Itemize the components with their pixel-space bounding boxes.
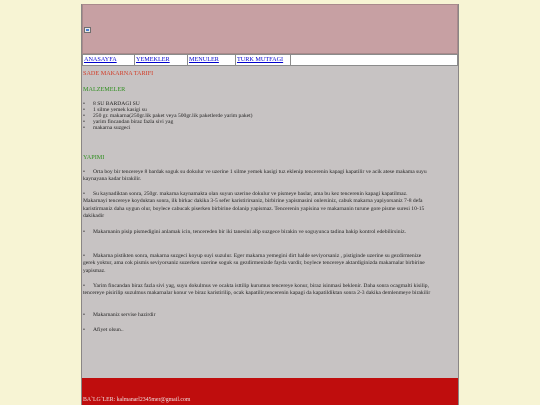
step-text: Su kaynadiktan sonra, 250gr. makarna kaynamakta olan suyun uzerine dokulur ve pismeye baslar, ama bu kez tencerenin kapagi kapatilmaz. Makarnayi tencereye koyduktan sonra, ilk birkac dakika 3-5 sefer karistirirsaniz, birbirine yapismasini onlersiniz, cabuk makarna yapiyorsaniz 7-8 defa karistirmaniz daha uygun olur, boylece cabucak piserken birbirine dolanip yapismaz. Tencerenin yapisina ve makarnanin turune gore pisme suresi 10-15 dakikadir: [83, 191, 425, 220]
step-paragraph: [83, 283, 433, 298]
nav-bar: [82, 54, 458, 66]
step-text: Afiyet olsun..: [93, 327, 124, 333]
step-paragraph: [83, 253, 433, 275]
step-paragraph: [83, 327, 433, 334]
step-text: Orta boy bir tencereye 8 bardak soguk su dokulur ve uzerine 1 silme yemek kasigi tuz eklenip tencerenin kapagi kapatilir ve acik atese makama suyu kaynayana kadar birakilir.: [83, 169, 427, 183]
bullet-icon: •: [83, 101, 85, 107]
bullet-icon: •: [83, 229, 85, 235]
bullet-icon: •: [83, 327, 85, 333]
ingredients-list: [83, 101, 453, 131]
step-paragraph: [83, 312, 433, 319]
banner: [82, 4, 458, 54]
recipe-title: SADE MAKARNA TARIFI: [83, 70, 154, 77]
bullet-icon: •: [83, 107, 85, 113]
step-paragraph: [83, 229, 433, 236]
page-container: [81, 4, 459, 405]
nav-link-anasayfa[interactable]: ANASAYFA: [83, 55, 135, 65]
bullet-icon: •: [83, 125, 85, 131]
bullet-icon: •: [83, 169, 85, 175]
step-paragraph: [83, 169, 433, 184]
broken-image-icon: [84, 27, 91, 33]
steps-heading: YAPIMI: [83, 154, 105, 161]
list-item-text: 8 SU BARDAGI SU: [93, 101, 140, 107]
nav-link-menuler[interactable]: MENULER: [188, 55, 236, 65]
bullet-icon: •: [83, 113, 85, 119]
step-paragraph: [83, 191, 433, 221]
step-text: Makarna pistikten sonra, makarna suzgeci koyup suyi suzulur. Eger makarna yemegini dirt halde seviyorsaniz , pistiginde uzerine su gezdirmenize gerek yoktur, ama cok pismis seviyorsaniz suzerken uzerine soguk su gezdirmenizde fayda vardir, boylece tencereye aktardiginizda makarnalar birbirine yapismaz.: [83, 253, 425, 274]
list-item-text: 250 gr. makarna(250gr.lik paket veya 500gr.lik paketlerde yarim paket): [93, 113, 253, 119]
bullet-icon: •: [83, 312, 85, 318]
bullet-icon: •: [83, 253, 85, 259]
step-text: Makarnaniz servise hazirdir: [93, 312, 156, 318]
list-item-text: yarim fincandan biraz fazla sivi yag: [93, 119, 174, 125]
list-item-text: 1 silme yemek kasigi su: [93, 107, 147, 113]
nav-empty-cell: [291, 55, 457, 65]
step-text: Yarim fincandan biraz fazla sivi yag, suyu dokulmus ve ocakta isttilip kurumus tencereye konur, biraz isinmasi beklenir. Daha sonra ocagmalti kisilip, tencereye pisirilip suzulmus makarnalar konur ve biraz karistirilip, ocak kapatilir,tencerenin kapagi da kapatildiktan sonra 2-3 dakika demlenmeye birakilir: [83, 283, 431, 297]
bullet-icon: •: [83, 283, 85, 289]
nav-link-turk-mutfagi[interactable]: TURK MUTFAGI: [236, 55, 291, 65]
step-text: Makarnanin pisip pismedigini anlamak icin, tencereden bir iki tanesini alip suzgece birakin ve soguyunca tadina bakip kontrol edebilirsiniz.: [93, 229, 407, 235]
footer-contact-text: BA˜LG˜LER: kalmanarl2345mer@gmail.com: [83, 397, 191, 403]
nav-link-yemekler[interactable]: YEMEKLER: [135, 55, 188, 65]
ingredients-heading: MALZEMELER: [83, 86, 126, 93]
bullet-icon: •: [83, 191, 85, 197]
footer: [82, 378, 458, 405]
bullet-icon: •: [83, 119, 85, 125]
list-item-text: makarna suzgeci: [93, 125, 131, 131]
list-item: [83, 125, 453, 131]
